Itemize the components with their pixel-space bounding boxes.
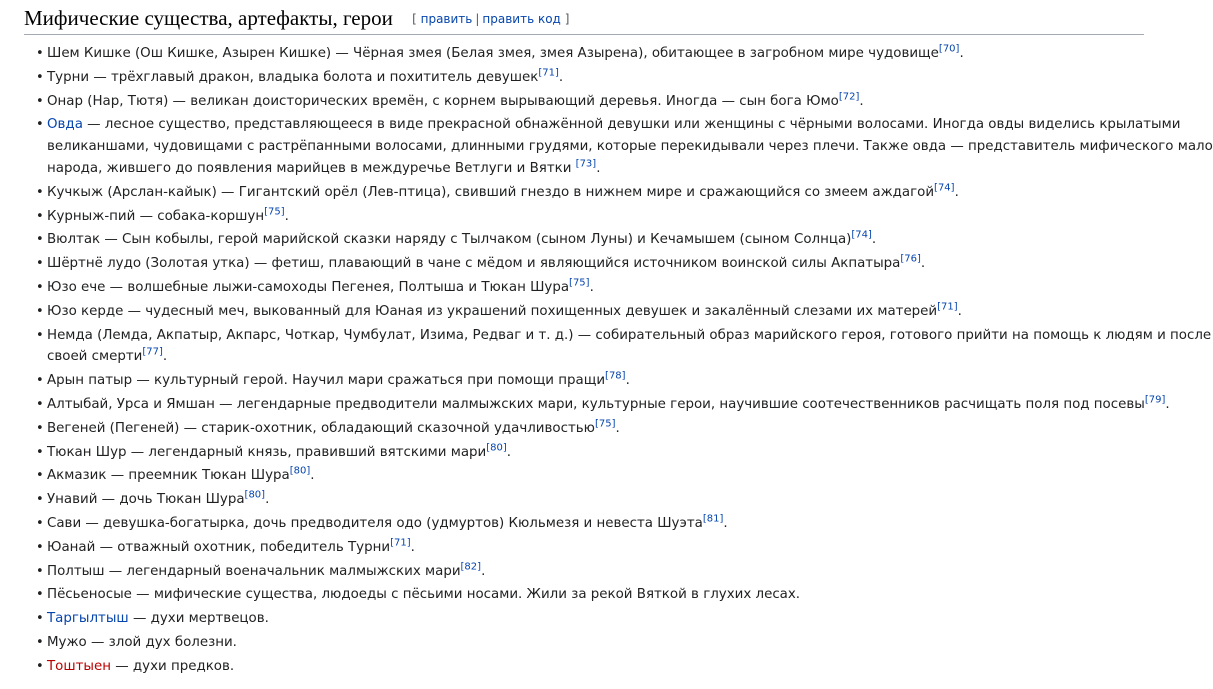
bullet-icon: • — [36, 184, 44, 200]
list-item — [24, 229, 1144, 251]
reference — [390, 537, 411, 548]
reference-link[interactable]: [74] — [851, 229, 872, 241]
list-item — [24, 206, 1144, 228]
bullet-icon: • — [36, 93, 44, 109]
bullet-icon: • — [36, 232, 44, 248]
list-item — [24, 394, 1170, 416]
item-text-line — [47, 513, 1144, 535]
item-text-line — [47, 136, 1213, 158]
item-text-line — [47, 253, 1144, 275]
list-item — [24, 537, 1144, 559]
item-text: Тюкан Шур — легендарный князь, правивший вятскими мари — [47, 444, 487, 460]
reference-link[interactable]: [81] — [702, 513, 724, 525]
bullet-icon: • — [36, 587, 44, 603]
item-text-line — [47, 91, 1144, 113]
item-text-line — [47, 418, 1144, 440]
item-period: . — [558, 69, 564, 85]
item-text: Акмазик — преемник Тюкан Шура — [47, 468, 290, 484]
reference-link[interactable]: [70] — [938, 43, 960, 55]
list-item — [24, 67, 1144, 89]
article-link[interactable]: Таргылтыш — [47, 611, 129, 627]
item-period: . — [920, 256, 926, 272]
item-text: Сави — девушка-богатырка, дочь предводителя одо (удмуртов) Кюльмезя и невеста Шуэта — [47, 515, 703, 531]
item-text-line — [47, 632, 1144, 654]
item-text-line — [47, 608, 1144, 630]
item-text: Шем Кишке (Ош Кишке, Азырен Кишке) — Чёрная змея (Белая змея, змея Азырена), обитающее в загробном мире чудовище — [47, 46, 939, 61]
edit-link[interactable]: править — [420, 12, 473, 26]
reference-link[interactable]: [71] — [937, 301, 958, 313]
item-text-line — [47, 277, 1144, 299]
list-item — [24, 608, 1144, 630]
bullet-icon: • — [36, 303, 44, 319]
reference — [264, 206, 285, 217]
item-text-line — [47, 584, 1144, 606]
list-item — [24, 465, 1144, 487]
item-text-line — [47, 442, 1144, 464]
reference — [142, 347, 163, 358]
reference — [245, 490, 266, 501]
item-text: Полтыш — легендарный военачальник малмыжских мари — [47, 563, 461, 579]
reference — [1145, 394, 1166, 405]
item-period: . — [310, 468, 315, 484]
bullet-icon: • — [36, 515, 44, 531]
reference-link[interactable]: [74] — [934, 182, 955, 194]
list-item — [24, 489, 1144, 511]
item-text: Шёртнё лудо (Золотая утка) — фетиш, плавающий в чане с мёдом и являющийся источником воинской силы Акпатыра — [47, 256, 901, 272]
list-item — [24, 253, 1144, 275]
reference — [937, 301, 958, 312]
item-text: Курныж-пий — собака-коршун — [47, 208, 265, 224]
item-period: . — [162, 349, 168, 365]
item-text: великаншами, чудовищами с растрёпанными волосами, длинными грудями, которые перекидывали через плечи. Также овда — представитель мифического мало — [47, 139, 1213, 155]
item-text-line — [47, 43, 1144, 65]
item-text: — духи предков. — [111, 658, 235, 674]
item-period: . — [265, 492, 270, 508]
reference-link[interactable]: [79] — [1144, 394, 1166, 406]
item-period: . — [615, 420, 620, 436]
item-text-line — [47, 301, 1144, 323]
list-item — [24, 370, 1144, 392]
item-period: . — [871, 232, 877, 248]
reference-link[interactable]: [71] — [538, 67, 559, 79]
open-bracket: [ — [412, 12, 417, 26]
list-item — [24, 584, 1144, 606]
bullet-icon: • — [36, 634, 44, 650]
bullet-icon: • — [36, 539, 44, 555]
section-title: Мифические существа, артефакты, герои — [24, 6, 393, 30]
item-text-line — [47, 325, 1212, 347]
item-text-line — [47, 489, 1144, 511]
item-text: — лесное существо, представляющееся в виде прекрасной обнажённой девушки или женщины с чёрными волосами. Иногда овды виделись крылатыми — [82, 117, 1181, 133]
bullet-icon: • — [36, 658, 44, 674]
creatures-list — [24, 35, 1213, 678]
article-section — [24, 0, 1213, 680]
list-item — [24, 277, 1144, 299]
list-item — [24, 632, 1144, 654]
list-item — [24, 442, 1144, 464]
list-item — [24, 513, 1144, 535]
list-item — [24, 561, 1144, 583]
bullet-icon: • — [36, 46, 44, 61]
list-item — [24, 301, 1144, 323]
list-item — [24, 656, 1144, 678]
item-text: Юзо ече — волшебные лыжи-самоходы Пегенея, Полтыша и Тюкан Шура — [47, 279, 570, 295]
reference-link[interactable]: [77] — [142, 346, 163, 358]
item-period: . — [959, 46, 964, 61]
item-period: . — [481, 563, 486, 579]
item-period: . — [859, 93, 864, 109]
reference-link[interactable]: [82] — [460, 561, 482, 573]
reference-link[interactable]: [73] — [575, 158, 597, 170]
item-period: . — [506, 444, 512, 460]
list-item — [24, 325, 1212, 369]
item-text: Мужо — злой дух болезни. — [47, 634, 237, 650]
article-link[interactable]: Овда — [47, 117, 83, 133]
reference — [486, 442, 507, 453]
item-text-line — [47, 114, 1181, 136]
item-period: . — [957, 303, 962, 319]
list-item — [24, 91, 1144, 113]
edit-section-links — [412, 12, 569, 26]
item-text: Алтыбай, Урса и Ямшан — легендарные предводители малмыжских мари, культурные герои, научившие соотечественников расчищать поля под посевы — [47, 396, 1145, 412]
reference — [595, 418, 616, 429]
reference — [851, 230, 872, 241]
bullet-icon: • — [36, 327, 44, 343]
bullet-icon: • — [36, 563, 44, 579]
item-text: Унавий — дочь Тюкан Шура — [47, 492, 245, 508]
bullet-icon: • — [36, 468, 44, 484]
item-text-line — [47, 656, 1144, 678]
bullet-icon: • — [36, 396, 44, 412]
bullet-icon: • — [36, 208, 44, 224]
item-text-line — [47, 465, 1144, 487]
bullet-icon: • — [36, 373, 44, 389]
reference-link[interactable]: [72] — [838, 91, 860, 103]
item-text: Турни — трёхглавый дракон, владыка болота и похититель девушек — [47, 69, 539, 85]
item-period: . — [954, 184, 959, 200]
bullet-icon: • — [36, 492, 44, 508]
reference — [839, 91, 860, 102]
item-text: Пёсьеносые — мифические существа, людоеды с пёсьими носами. Жили за рекой Вяткой в глухих лесах. — [47, 587, 801, 603]
item-text: Арын патыр — культурный герой. Научил мари сражаться при помощи пращи — [47, 373, 606, 389]
reference-link[interactable]: [78] — [605, 370, 626, 382]
item-period: . — [596, 160, 601, 176]
item-period: . — [284, 208, 289, 224]
reference-link[interactable]: [80] — [244, 489, 266, 501]
item-period: . — [723, 515, 728, 531]
list-item — [24, 418, 1144, 440]
bullet-icon: • — [36, 117, 44, 133]
item-text-line — [47, 67, 1144, 89]
close-bracket: ] — [564, 12, 570, 26]
item-text: Вюлтак — Сын кобылы, герой марийской сказки наряду с Тылчаком (сыном Луны) и Кечамышем (сыном Солнца) — [47, 232, 852, 248]
item-text-line — [47, 394, 1170, 416]
reference — [605, 371, 626, 382]
item-text: Юзо керде — чудесный меч, выкованный для Юаная из украшений похищенных девушек и закалённый слезами их матерей — [47, 303, 938, 319]
reference — [934, 182, 955, 193]
item-period: . — [589, 279, 594, 295]
missing-article-link[interactable]: Тоштыен — [47, 658, 111, 674]
reference-link[interactable]: [80] — [289, 465, 311, 477]
item-text-line — [47, 229, 1144, 251]
item-text-line — [47, 346, 1144, 368]
item-text: народа, жившего до появления марийцев в междуречье Ветлуги и Вятки — [47, 160, 576, 176]
reference-link[interactable]: [71] — [390, 537, 411, 549]
reference-link[interactable]: [75] — [569, 277, 590, 289]
reference — [576, 159, 597, 170]
item-text-line — [47, 537, 1144, 559]
reference — [703, 513, 724, 524]
item-period: . — [410, 539, 415, 555]
reference — [569, 278, 590, 289]
item-text-line — [47, 182, 1144, 204]
item-text: своей смерти — [47, 349, 143, 365]
bullet-icon: • — [36, 611, 44, 627]
reference-link[interactable]: [75] — [264, 206, 285, 218]
item-period: . — [625, 373, 630, 389]
bullet-icon: • — [36, 69, 44, 85]
bullet-icon: • — [36, 256, 44, 272]
bullet-icon: • — [36, 444, 44, 460]
item-text: Немда (Лемда, Акпатыр, Акпарс, Чоткар, Чумбулат, Изима, Редваг и т. д.) — собирательный образ марийского героя, готового прийти на помощь к людям и после — [47, 327, 1212, 343]
item-text: Вегеней (Пегеней) — старик-охотник, обладающий сказочной удачливостью — [47, 420, 595, 436]
list-item — [24, 43, 1144, 65]
reference-link[interactable]: [75] — [594, 418, 616, 430]
section-heading — [24, 0, 1144, 35]
reference — [939, 44, 960, 55]
item-text: Кучкыж (Арслан-кайык) — Гигантский орёл (Лев-птица), свивший гнездо в нижнем мире и сражающийся со змеем аждагой — [47, 184, 935, 200]
item-text: Юанай — отважный охотник, победитель Турни — [47, 539, 391, 555]
reference — [290, 466, 311, 477]
list-item — [24, 114, 1213, 179]
bullet-icon: • — [36, 279, 44, 295]
item-period: . — [1165, 396, 1170, 412]
item-text-line — [47, 561, 1144, 583]
edit-code-link[interactable]: править код — [482, 12, 561, 26]
reference-link[interactable]: [76] — [900, 253, 921, 265]
reference — [900, 254, 921, 265]
item-text-line — [47, 158, 1144, 180]
reference-link[interactable]: [80] — [486, 442, 507, 454]
item-text-line — [47, 370, 1144, 392]
reference — [538, 67, 559, 78]
item-text-line — [47, 206, 1144, 228]
item-text: — духи мертвецов. — [128, 611, 269, 627]
list-item — [24, 182, 1144, 204]
bullet-icon: • — [36, 420, 44, 436]
item-text: Онар (Нар, Тютя) — великан доисторических времён, с корнем вырывающий деревья. Иногда — сын бога Юмо — [47, 93, 839, 109]
edit-separator: | — [475, 12, 480, 26]
reference — [461, 561, 482, 572]
